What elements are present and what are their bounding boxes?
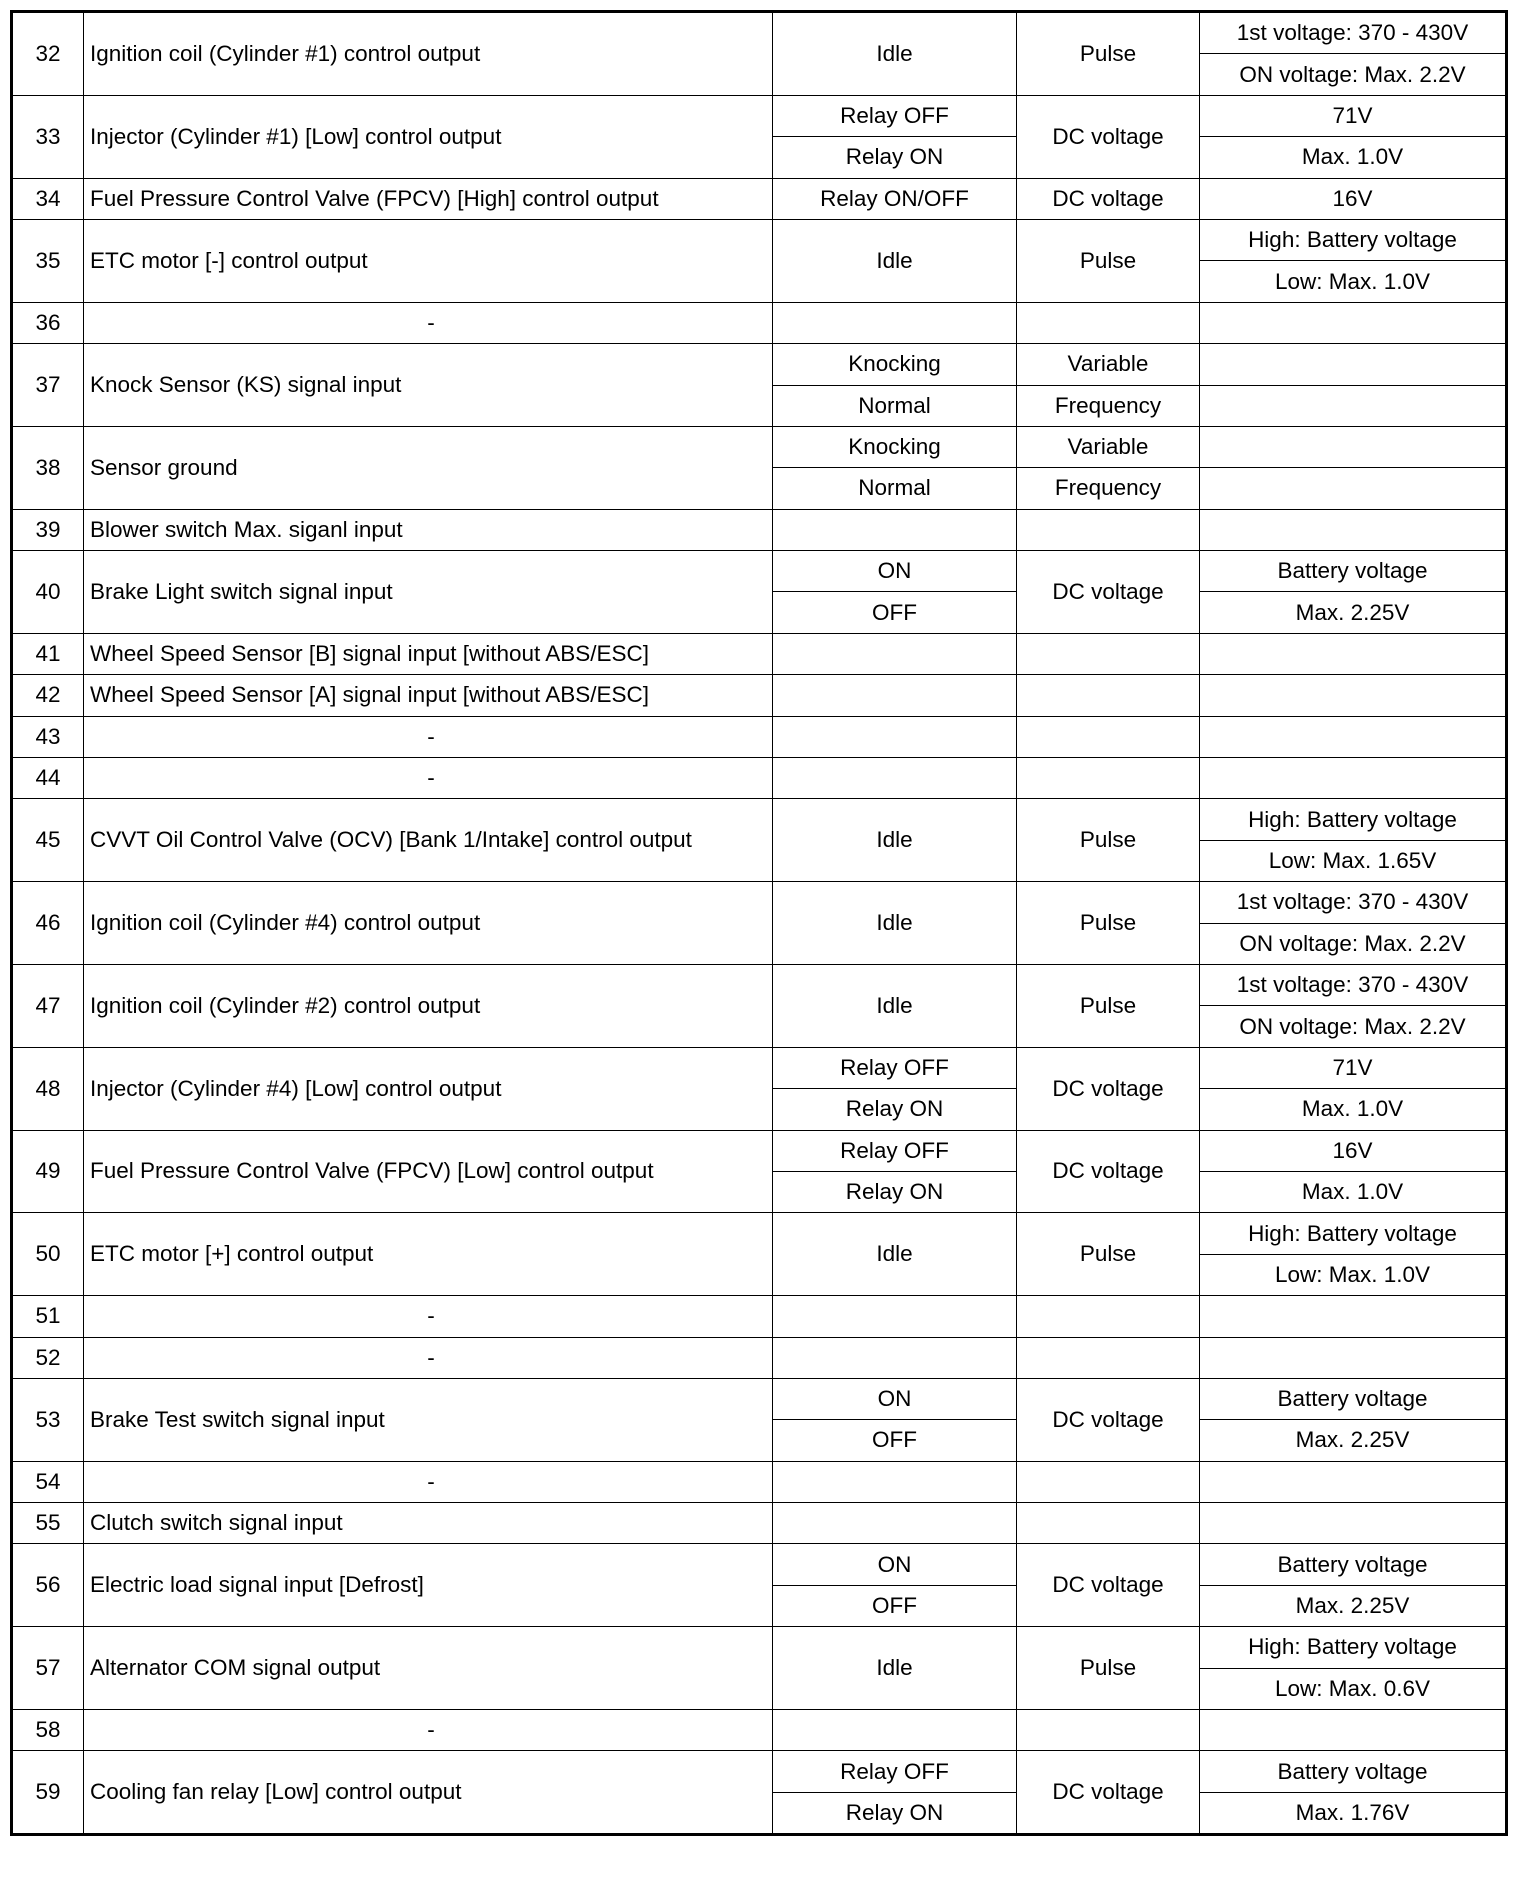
- type-cell: Frequency: [1017, 468, 1200, 509]
- value-cell: 71V: [1200, 95, 1507, 136]
- pin-description: Fuel Pressure Control Valve (FPCV) [Low] control output: [84, 1130, 773, 1213]
- pin-number: 35: [12, 219, 84, 302]
- pin-number: 46: [12, 882, 84, 965]
- type-cell: DC voltage: [1017, 178, 1200, 219]
- condition-cell: [773, 633, 1017, 674]
- value-cell: [1200, 1503, 1507, 1544]
- value-cell: [1200, 716, 1507, 757]
- table-row: [12, 344, 1507, 385]
- pin-number: 57: [12, 1627, 84, 1710]
- pin-description: Sensor ground: [84, 426, 773, 509]
- condition-cell: Relay OFF: [773, 1047, 1017, 1088]
- pin-description: Knock Sensor (KS) signal input: [84, 344, 773, 427]
- condition-cell: ON: [773, 1378, 1017, 1419]
- pin-number: 55: [12, 1503, 84, 1544]
- pin-number: 54: [12, 1461, 84, 1502]
- pin-description: ETC motor [+] control output: [84, 1213, 773, 1296]
- pin-description: Wheel Speed Sensor [A] signal input [without ABS/ESC]: [84, 675, 773, 716]
- pin-number: 44: [12, 758, 84, 799]
- condition-cell: Relay ON: [773, 137, 1017, 178]
- value-cell: [1200, 1710, 1507, 1751]
- table-row: [12, 551, 1507, 592]
- type-cell: Pulse: [1017, 1213, 1200, 1296]
- value-cell: Battery voltage: [1200, 1378, 1507, 1419]
- value-cell: [1200, 344, 1507, 385]
- condition-cell: [773, 509, 1017, 550]
- value-cell: Max. 1.0V: [1200, 1089, 1507, 1130]
- table-row: [12, 1047, 1507, 1088]
- type-cell: [1017, 758, 1200, 799]
- pin-description: Ignition coil (Cylinder #4) control output: [84, 882, 773, 965]
- value-cell: Battery voltage: [1200, 1751, 1507, 1792]
- condition-cell: Relay ON/OFF: [773, 178, 1017, 219]
- pin-number: 58: [12, 1710, 84, 1751]
- value-cell: Battery voltage: [1200, 1544, 1507, 1585]
- pin-description: Fuel Pressure Control Valve (FPCV) [High] control output: [84, 178, 773, 219]
- pin-number: 43: [12, 716, 84, 757]
- table-row: [12, 1130, 1507, 1171]
- type-cell: Variable: [1017, 344, 1200, 385]
- type-cell: [1017, 1337, 1200, 1378]
- value-cell: Max. 2.25V: [1200, 1585, 1507, 1626]
- table-row: [12, 95, 1507, 136]
- table-row: [12, 1296, 1507, 1337]
- type-cell: DC voltage: [1017, 1544, 1200, 1627]
- condition-cell: [773, 675, 1017, 716]
- table-row: [12, 426, 1507, 467]
- type-cell: Pulse: [1017, 964, 1200, 1047]
- value-cell: 71V: [1200, 1047, 1507, 1088]
- value-cell: ON voltage: Max. 2.2V: [1200, 54, 1507, 95]
- type-cell: DC voltage: [1017, 95, 1200, 178]
- condition-cell: ON: [773, 1544, 1017, 1585]
- table-row: [12, 675, 1507, 716]
- table-row: [12, 1710, 1507, 1751]
- value-cell: [1200, 633, 1507, 674]
- table-row: [12, 1544, 1507, 1585]
- table-row: [12, 882, 1507, 923]
- pin-number: 53: [12, 1378, 84, 1461]
- type-cell: [1017, 675, 1200, 716]
- table-row: [12, 716, 1507, 757]
- pin-description: Alternator COM signal output: [84, 1627, 773, 1710]
- table-row: [12, 178, 1507, 219]
- value-cell: [1200, 468, 1507, 509]
- condition-cell: OFF: [773, 1585, 1017, 1626]
- condition-cell: Idle: [773, 1627, 1017, 1710]
- type-cell: [1017, 1710, 1200, 1751]
- condition-cell: Idle: [773, 799, 1017, 882]
- table-row: [12, 1751, 1507, 1792]
- type-cell: Pulse: [1017, 882, 1200, 965]
- condition-cell: Idle: [773, 1213, 1017, 1296]
- condition-cell: [773, 1337, 1017, 1378]
- value-cell: Max. 2.25V: [1200, 592, 1507, 633]
- type-cell: [1017, 509, 1200, 550]
- value-cell: High: Battery voltage: [1200, 1627, 1507, 1668]
- pin-description: Clutch switch signal input: [84, 1503, 773, 1544]
- type-cell: DC voltage: [1017, 1047, 1200, 1130]
- condition-cell: Relay ON: [773, 1171, 1017, 1212]
- type-cell: [1017, 1461, 1200, 1502]
- table-row: [12, 219, 1507, 260]
- type-cell: Pulse: [1017, 1627, 1200, 1710]
- condition-cell: [773, 1710, 1017, 1751]
- type-cell: Pulse: [1017, 12, 1200, 96]
- value-cell: High: Battery voltage: [1200, 1213, 1507, 1254]
- value-cell: Battery voltage: [1200, 551, 1507, 592]
- pin-description: Wheel Speed Sensor [B] signal input [without ABS/ESC]: [84, 633, 773, 674]
- pin-number: 45: [12, 799, 84, 882]
- type-cell: [1017, 716, 1200, 757]
- table-row: [12, 1627, 1507, 1668]
- table-row: [12, 1378, 1507, 1419]
- value-cell: Max. 2.25V: [1200, 1420, 1507, 1461]
- value-cell: [1200, 385, 1507, 426]
- value-cell: [1200, 758, 1507, 799]
- type-cell: DC voltage: [1017, 1378, 1200, 1461]
- table-row: [12, 1213, 1507, 1254]
- pin-description: -: [84, 716, 773, 757]
- value-cell: 1st voltage: 370 - 430V: [1200, 12, 1507, 54]
- value-cell: [1200, 1337, 1507, 1378]
- condition-cell: Relay ON: [773, 1089, 1017, 1130]
- pin-number: 56: [12, 1544, 84, 1627]
- value-cell: [1200, 426, 1507, 467]
- condition-cell: Relay ON: [773, 1792, 1017, 1834]
- pin-number: 52: [12, 1337, 84, 1378]
- table-row: [12, 509, 1507, 550]
- type-cell: DC voltage: [1017, 1751, 1200, 1835]
- condition-cell: [773, 1503, 1017, 1544]
- condition-cell: Normal: [773, 468, 1017, 509]
- pin-number: 33: [12, 95, 84, 178]
- table-row: [12, 302, 1507, 343]
- pin-number: 41: [12, 633, 84, 674]
- condition-cell: OFF: [773, 1420, 1017, 1461]
- value-cell: [1200, 1296, 1507, 1337]
- value-cell: Low: Max. 1.0V: [1200, 261, 1507, 302]
- pin-number: 47: [12, 964, 84, 1047]
- condition-cell: ON: [773, 551, 1017, 592]
- value-cell: 16V: [1200, 1130, 1507, 1171]
- value-cell: [1200, 509, 1507, 550]
- value-cell: Max. 1.0V: [1200, 137, 1507, 178]
- type-cell: [1017, 302, 1200, 343]
- value-cell: [1200, 675, 1507, 716]
- type-cell: Frequency: [1017, 385, 1200, 426]
- pin-description: CVVT Oil Control Valve (OCV) [Bank 1/Intake] control output: [84, 799, 773, 882]
- condition-cell: [773, 1461, 1017, 1502]
- pin-number: 36: [12, 302, 84, 343]
- value-cell: 16V: [1200, 178, 1507, 219]
- value-cell: Low: Max. 1.0V: [1200, 1254, 1507, 1295]
- condition-cell: [773, 302, 1017, 343]
- value-cell: [1200, 302, 1507, 343]
- type-cell: Pulse: [1017, 799, 1200, 882]
- value-cell: Low: Max. 0.6V: [1200, 1668, 1507, 1709]
- pin-number: 34: [12, 178, 84, 219]
- table-row: [12, 12, 1507, 54]
- pin-number: 32: [12, 12, 84, 96]
- type-cell: [1017, 1503, 1200, 1544]
- pin-description: Blower switch Max. siganl input: [84, 509, 773, 550]
- table-row: [12, 964, 1507, 1005]
- type-cell: Pulse: [1017, 219, 1200, 302]
- value-cell: Max. 1.76V: [1200, 1792, 1507, 1834]
- pin-description: Electric load signal input [Defrost]: [84, 1544, 773, 1627]
- pin-number: 42: [12, 675, 84, 716]
- condition-cell: [773, 716, 1017, 757]
- pin-description: Ignition coil (Cylinder #2) control output: [84, 964, 773, 1047]
- pin-number: 40: [12, 551, 84, 634]
- pin-description: -: [84, 758, 773, 799]
- table-row: [12, 1461, 1507, 1502]
- value-cell: Max. 1.0V: [1200, 1171, 1507, 1212]
- pin-number: 39: [12, 509, 84, 550]
- pin-description: ETC motor [-] control output: [84, 219, 773, 302]
- pin-description: Injector (Cylinder #4) [Low] control output: [84, 1047, 773, 1130]
- pin-description: -: [84, 1461, 773, 1502]
- pin-number: 49: [12, 1130, 84, 1213]
- condition-cell: Idle: [773, 219, 1017, 302]
- pin-description: -: [84, 1296, 773, 1337]
- pin-description: Cooling fan relay [Low] control output: [84, 1751, 773, 1835]
- type-cell: Variable: [1017, 426, 1200, 467]
- pin-description: Ignition coil (Cylinder #1) control output: [84, 12, 773, 96]
- pin-table: [10, 10, 1508, 1836]
- value-cell: ON voltage: Max. 2.2V: [1200, 1006, 1507, 1047]
- value-cell: Low: Max. 1.65V: [1200, 840, 1507, 881]
- pin-number: 48: [12, 1047, 84, 1130]
- condition-cell: Idle: [773, 882, 1017, 965]
- table-row: [12, 1503, 1507, 1544]
- type-cell: DC voltage: [1017, 1130, 1200, 1213]
- table-row: [12, 758, 1507, 799]
- condition-cell: Idle: [773, 964, 1017, 1047]
- pin-description: Brake Light switch signal input: [84, 551, 773, 634]
- value-cell: High: Battery voltage: [1200, 799, 1507, 840]
- pin-description: -: [84, 302, 773, 343]
- type-cell: [1017, 633, 1200, 674]
- pin-number: 59: [12, 1751, 84, 1835]
- condition-cell: Idle: [773, 12, 1017, 96]
- value-cell: [1200, 1461, 1507, 1502]
- value-cell: ON voltage: Max. 2.2V: [1200, 923, 1507, 964]
- condition-cell: Relay OFF: [773, 1130, 1017, 1171]
- condition-cell: Knocking: [773, 344, 1017, 385]
- pin-number: 50: [12, 1213, 84, 1296]
- condition-cell: [773, 758, 1017, 799]
- table-row: [12, 1337, 1507, 1378]
- type-cell: [1017, 1296, 1200, 1337]
- pin-number: 51: [12, 1296, 84, 1337]
- pin-description: Injector (Cylinder #1) [Low] control output: [84, 95, 773, 178]
- value-cell: 1st voltage: 370 - 430V: [1200, 882, 1507, 923]
- condition-cell: OFF: [773, 592, 1017, 633]
- condition-cell: Knocking: [773, 426, 1017, 467]
- value-cell: High: Battery voltage: [1200, 219, 1507, 260]
- pin-description: Brake Test switch signal input: [84, 1378, 773, 1461]
- pin-number: 38: [12, 426, 84, 509]
- table-row: [12, 799, 1507, 840]
- condition-cell: [773, 1296, 1017, 1337]
- value-cell: 1st voltage: 370 - 430V: [1200, 964, 1507, 1005]
- condition-cell: Normal: [773, 385, 1017, 426]
- table-row: [12, 633, 1507, 674]
- pin-description: -: [84, 1337, 773, 1378]
- pin-description: -: [84, 1710, 773, 1751]
- type-cell: DC voltage: [1017, 551, 1200, 634]
- condition-cell: Relay OFF: [773, 95, 1017, 136]
- condition-cell: Relay OFF: [773, 1751, 1017, 1792]
- pin-number: 37: [12, 344, 84, 427]
